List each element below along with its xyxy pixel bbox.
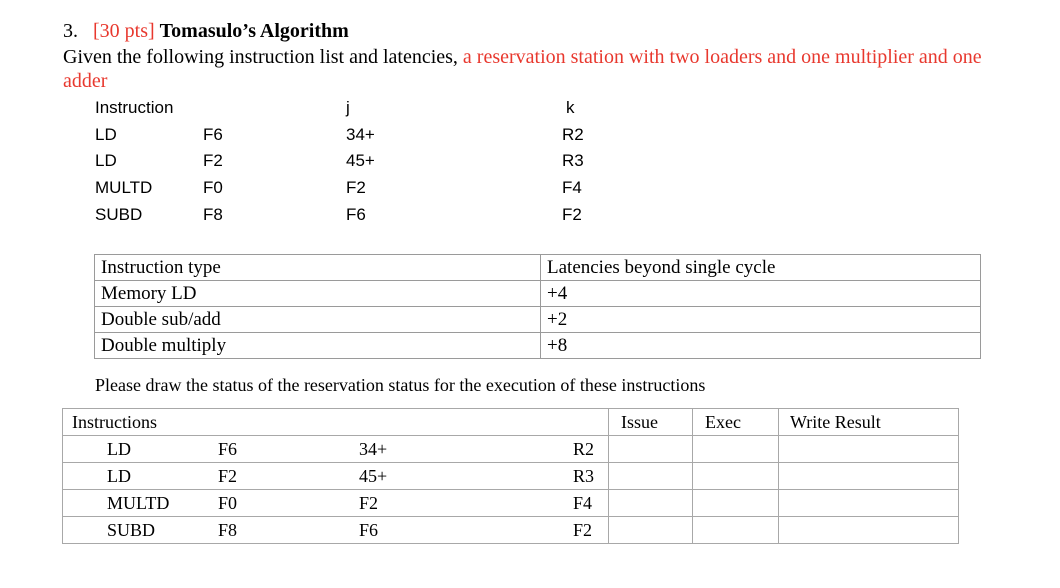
latency-header-row xyxy=(95,255,981,281)
write-result-cell[interactable] xyxy=(779,436,959,463)
exec-cell[interactable] xyxy=(693,490,779,517)
status-k: F4 xyxy=(573,493,593,513)
status-j: 34+ xyxy=(359,439,388,459)
instr-j: 34+ xyxy=(346,125,375,144)
instr-dest: F2 xyxy=(203,151,223,170)
instr-op: LD xyxy=(95,125,117,144)
j-header: j xyxy=(346,98,350,117)
write-result-cell[interactable] xyxy=(779,490,959,517)
issue-cell[interactable] xyxy=(609,436,693,463)
status-op: LD xyxy=(107,439,131,459)
status-row xyxy=(63,517,959,544)
status-table xyxy=(62,408,959,544)
instr-op: LD xyxy=(95,151,117,170)
latency-type: Memory LD xyxy=(95,281,541,307)
status-dest: F6 xyxy=(218,439,238,459)
status-dest: F0 xyxy=(218,493,238,513)
latency-row xyxy=(95,333,981,359)
latency-value-header: Latencies beyond single cycle xyxy=(541,255,981,281)
issue-cell[interactable] xyxy=(609,463,693,490)
question-points: [30 pts] xyxy=(93,20,155,42)
status-row xyxy=(63,490,959,517)
instr-k: F4 xyxy=(562,178,582,197)
instructions-header: Instructions xyxy=(63,409,609,436)
question-number: 3. xyxy=(63,20,78,42)
issue-cell[interactable] xyxy=(609,517,693,544)
status-prompt: Please draw the status of the reservation status for the execution of these instructions xyxy=(95,375,706,395)
instr-dest: F0 xyxy=(203,178,223,197)
latency-row xyxy=(95,281,981,307)
latency-value: +4 xyxy=(541,281,981,307)
status-k: F2 xyxy=(573,520,593,540)
description-text: Given the following instruction list and latencies, xyxy=(63,46,463,68)
latency-type: Double sub/add xyxy=(95,307,541,333)
status-op: MULTD xyxy=(107,493,170,513)
instr-k: R3 xyxy=(562,151,584,170)
status-dest: F2 xyxy=(218,466,238,486)
status-instruction-cell xyxy=(63,490,609,517)
status-dest: F8 xyxy=(218,520,238,540)
status-instruction-cell xyxy=(63,517,609,544)
status-row xyxy=(63,436,959,463)
status-k: R3 xyxy=(573,466,595,486)
k-header: k xyxy=(566,98,575,117)
instr-op: SUBD xyxy=(95,205,143,224)
status-j: F6 xyxy=(359,520,379,540)
exec-cell[interactable] xyxy=(693,436,779,463)
status-header-row xyxy=(63,409,959,436)
issue-cell[interactable] xyxy=(609,490,693,517)
status-op: LD xyxy=(107,466,131,486)
instr-dest: F8 xyxy=(203,205,223,224)
instr-op: MULTD xyxy=(95,178,153,197)
status-row xyxy=(63,463,959,490)
latency-table xyxy=(94,254,981,359)
instruction-header: Instruction xyxy=(95,98,174,117)
instr-j: F2 xyxy=(346,178,366,197)
question-title: Tomasulo’s Algorithm xyxy=(159,20,349,42)
status-instruction-cell xyxy=(63,463,609,490)
exec-cell[interactable] xyxy=(693,517,779,544)
status-instruction-cell xyxy=(63,436,609,463)
status-k: R2 xyxy=(573,439,595,459)
write-result-cell[interactable] xyxy=(779,517,959,544)
latency-type: Double multiply xyxy=(95,333,541,359)
instr-k: R2 xyxy=(562,125,584,144)
write-result-header: Write Result xyxy=(779,409,959,436)
latency-row xyxy=(95,307,981,333)
status-j: F2 xyxy=(359,493,379,513)
question-heading xyxy=(63,19,349,43)
instr-dest: F6 xyxy=(203,125,223,144)
status-op: SUBD xyxy=(107,520,156,540)
instr-k: F2 xyxy=(562,205,582,224)
description-highlight: a reservation station with two loaders and one multiplier and one adder xyxy=(63,46,982,92)
latency-value: +2 xyxy=(541,307,981,333)
instr-j: F6 xyxy=(346,205,366,224)
instr-j: 45+ xyxy=(346,151,375,170)
question-description xyxy=(63,45,1023,93)
latency-type-header: Instruction type xyxy=(95,255,541,281)
exec-cell[interactable] xyxy=(693,463,779,490)
status-j: 45+ xyxy=(359,466,388,486)
exec-header: Exec xyxy=(693,409,779,436)
issue-header: Issue xyxy=(609,409,693,436)
latency-value: +8 xyxy=(541,333,981,359)
write-result-cell[interactable] xyxy=(779,463,959,490)
